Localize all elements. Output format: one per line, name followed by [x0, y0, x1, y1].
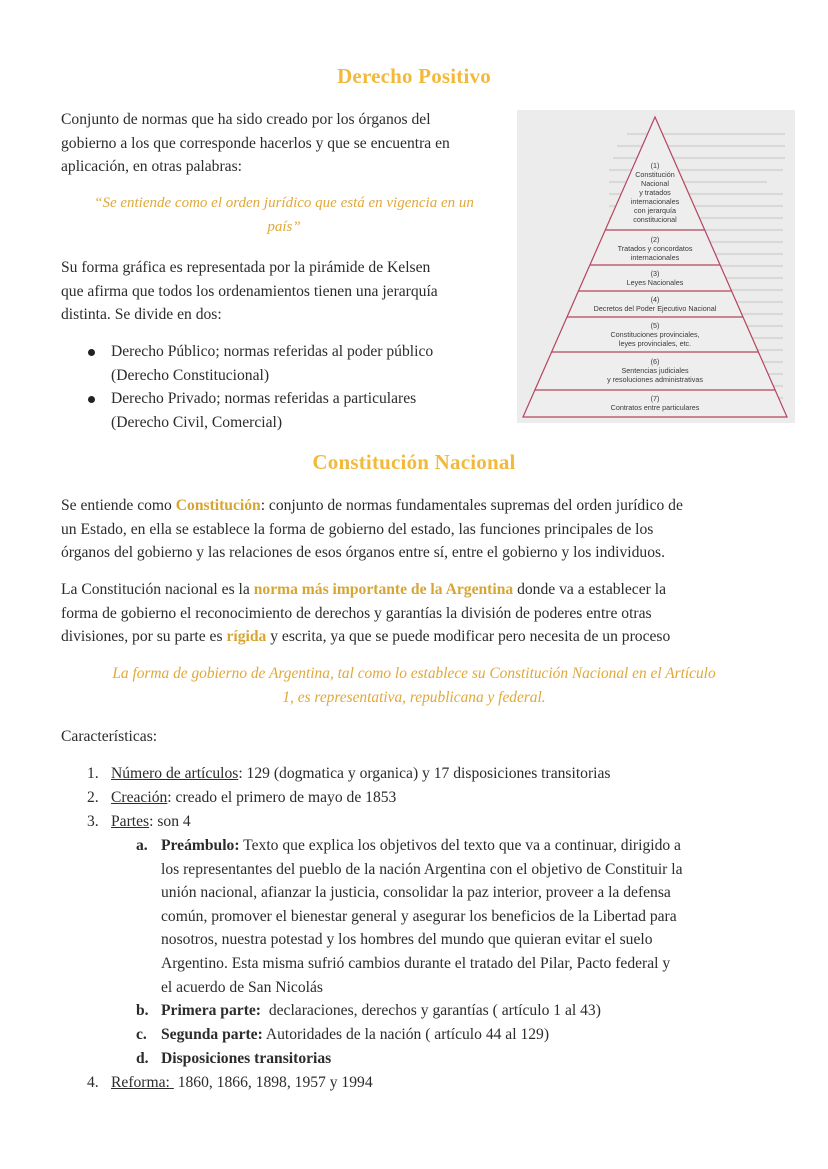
sub-item-primera-parte: [136, 999, 796, 1023]
pyramid-level-7-text: Contratos entre particulares: [610, 403, 700, 412]
item-text: : creado el primero de mayo de 1853: [167, 789, 397, 806]
list-item-reforma: [87, 1071, 787, 1095]
item-text: Autoridades de la nación ( artículo 44 al 129): [262, 1026, 550, 1043]
item-text: Texto que explica los objetivos del texto que va a continuar, dirigido a: [239, 837, 681, 854]
pyramid-level-4-num: (4): [650, 295, 660, 304]
pyramid-level-2-text: Tratados y concordatos: [617, 244, 693, 253]
list-letter: b.: [136, 1002, 149, 1019]
bullet-icon: [88, 396, 95, 403]
pyramid-diagram: [517, 110, 795, 423]
item-text: 1860, 1866, 1898, 1957 y 1994: [173, 1074, 373, 1091]
text-line: [161, 834, 776, 858]
text-line: [61, 494, 781, 518]
pyramid-level-1-text: Nacional: [641, 179, 669, 188]
quote-line: país”: [267, 218, 301, 235]
pyramid-level-1-text: y tratados: [639, 188, 671, 197]
highlight-rigida: rígida: [226, 628, 267, 645]
text-line: nosotros, nuestra potestad y los hombres del mundo que quieran evitar el suelo: [161, 931, 653, 949]
quote-line: La forma de gobierno de Argentina, tal como lo establece su Constitución Nacional en el Artículo: [112, 665, 716, 682]
pyramid-level-1-text: con jerarquía: [634, 206, 676, 215]
pyramid-level-2-text: internacionales: [630, 253, 680, 262]
item-label: Creación: [111, 789, 168, 806]
text-line: forma de gobierno el reconocimiento de derechos y garantías la división de poderes entre otras: [61, 604, 652, 622]
text-span: Se entiende como: [61, 497, 176, 514]
text-line: el acuerdo de San Nicolás: [161, 978, 323, 996]
pyramid-level-1-text: Constitución: [635, 170, 675, 179]
pyramid-level-5-text: leyes provinciales, etc.: [618, 339, 692, 348]
text-line: Conjunto de normas que ha sido creado por los órganos del: [61, 111, 431, 128]
text-span: : conjunto de normas fundamentales supremas del orden jurídico de: [260, 497, 683, 514]
bullet-icon: [88, 349, 95, 356]
quote-line: “Se entiende como el orden jurídico que está en vigencia en un: [94, 195, 474, 211]
list-number: 4.: [87, 1074, 99, 1091]
list-item-numero-articulos: [87, 762, 787, 786]
item-text: : son 4: [149, 813, 191, 830]
bullet-text: Derecho Privado; normas referidas a particulares: [111, 390, 417, 407]
item-label: Reforma:: [111, 1074, 170, 1091]
list-item-creacion: [87, 786, 787, 810]
sub-item-segunda-parte: [136, 1023, 796, 1047]
text-line: Su forma gráfica es representada por la pirámide de Kelsen: [61, 259, 431, 276]
list-letter: d.: [136, 1050, 149, 1067]
text-line: gobierno a los que corresponde hacerlos y que se encuentra en: [61, 134, 450, 152]
pyramid-level-1-num: (1): [650, 161, 660, 170]
bullet-text: Derecho Público; normas referidas al poder público: [111, 343, 434, 360]
list-item-partes: [87, 810, 787, 834]
text-span: La Constitución nacional es la: [61, 581, 254, 598]
item-label: Preámbulo:: [161, 837, 240, 854]
pyramid-level-5-text: Constituciones provinciales,: [610, 330, 700, 339]
pyramid-level-7-num: (7): [650, 394, 660, 403]
text-line: [61, 625, 781, 649]
item-text: declaraciones, derechos y garantías ( artículo 1 al 43): [261, 1002, 601, 1019]
pyramid-level-6-text: Sentencias judiciales: [621, 366, 689, 375]
text-span: divisiones, por su parte es: [61, 628, 227, 645]
text-line: un Estado, en ella se establece la forma de gobierno del estado, las funciones principales de los: [61, 520, 654, 538]
kelsen-pyramid-figure: [517, 110, 795, 423]
pyramid-level-1-text: constitucional: [633, 215, 677, 224]
heading-constitucion-nacional: Constitución Nacional: [312, 450, 516, 474]
list-number: 2.: [87, 789, 99, 806]
importance-paragraph: [61, 578, 781, 649]
item-text: : 129 (dogmatica y organica) y 17 disposiciones transitorias: [238, 765, 611, 782]
constitution-definition-paragraph: [61, 494, 781, 565]
bullet-text: (Derecho Civil, Comercial): [111, 413, 283, 431]
item-label: Segunda parte:: [161, 1026, 263, 1043]
highlight-constitucion: Constitución: [175, 497, 261, 514]
list-number: 1.: [87, 765, 99, 782]
pyramid-level-3-text: Leyes Nacionales: [626, 278, 684, 287]
list-item-derecho-publico: [61, 340, 511, 387]
definition-quote: [58, 192, 510, 239]
item-label: Partes: [111, 813, 150, 830]
text-line: unión nacional, afianzar la justicia, consolidar la paz interior, proveer a la defensa: [161, 884, 671, 902]
quote-line: 1, es representativa, republicana y federal.: [282, 688, 546, 706]
text-line: aplicación, en otras palabras:: [61, 158, 242, 175]
text-line: distinta. Se divide en dos:: [61, 306, 222, 323]
text-line: los representantes del pueblo de la nación Argentina con el objetivo de Constituir la: [161, 860, 683, 878]
intro-paragraph: [61, 108, 511, 179]
sub-item-disposiciones: [136, 1047, 796, 1071]
list-letter: c.: [136, 1026, 147, 1043]
text-span: y escrita, ya que se puede modificar pero necesita de un proceso: [266, 628, 671, 645]
characteristics-label: Características:: [61, 728, 158, 745]
list-letter: a.: [136, 837, 148, 854]
list-item-derecho-privado: [61, 387, 511, 434]
item-label: Primera parte:: [161, 1002, 262, 1019]
text-line: órganos del gobierno y las relaciones de esos órganos entre sí, entre el gobierno y los individuos.: [61, 544, 665, 561]
pyramid-level-6-num: (6): [650, 357, 660, 366]
pyramid-level-1-text: internacionales: [630, 197, 680, 206]
item-label: Número de artículos: [111, 765, 239, 782]
heading-derecho-positivo: Derecho Positivo: [337, 64, 491, 88]
highlight-norma-importante: norma más importante de la Argentina: [253, 581, 514, 598]
bullet-text: (Derecho Constitucional): [111, 366, 270, 384]
pyramid-level-4-text: Decretos del Poder Ejecutivo Nacional: [593, 304, 717, 313]
law-divisions-list: [61, 340, 511, 434]
pyramid-level-5-num: (5): [650, 321, 660, 330]
pyramid-level-2-num: (2): [650, 235, 660, 244]
item-label: Disposiciones transitorias: [161, 1050, 332, 1067]
government-form-quote: [50, 662, 778, 709]
text-line: [61, 578, 781, 602]
text-line: que afirma que todos los ordenamientos tienen una jerarquía: [61, 282, 438, 300]
pyramid-level-6-text: y resoluciones administrativas: [607, 375, 703, 384]
sub-item-preambulo: [136, 834, 776, 999]
text-line: Argentino. Esta misma sufrió cambios durante el tratado del Pilar, Pacto federal y: [161, 954, 671, 972]
text-line: común, promover el bienestar general y asegurar los beneficios de la Libertad para: [161, 907, 677, 925]
list-number: 3.: [87, 813, 99, 830]
text-span: donde va a establecer la: [513, 581, 666, 598]
pyramid-level-3-num: (3): [650, 269, 660, 278]
kelsen-paragraph: [61, 256, 511, 327]
